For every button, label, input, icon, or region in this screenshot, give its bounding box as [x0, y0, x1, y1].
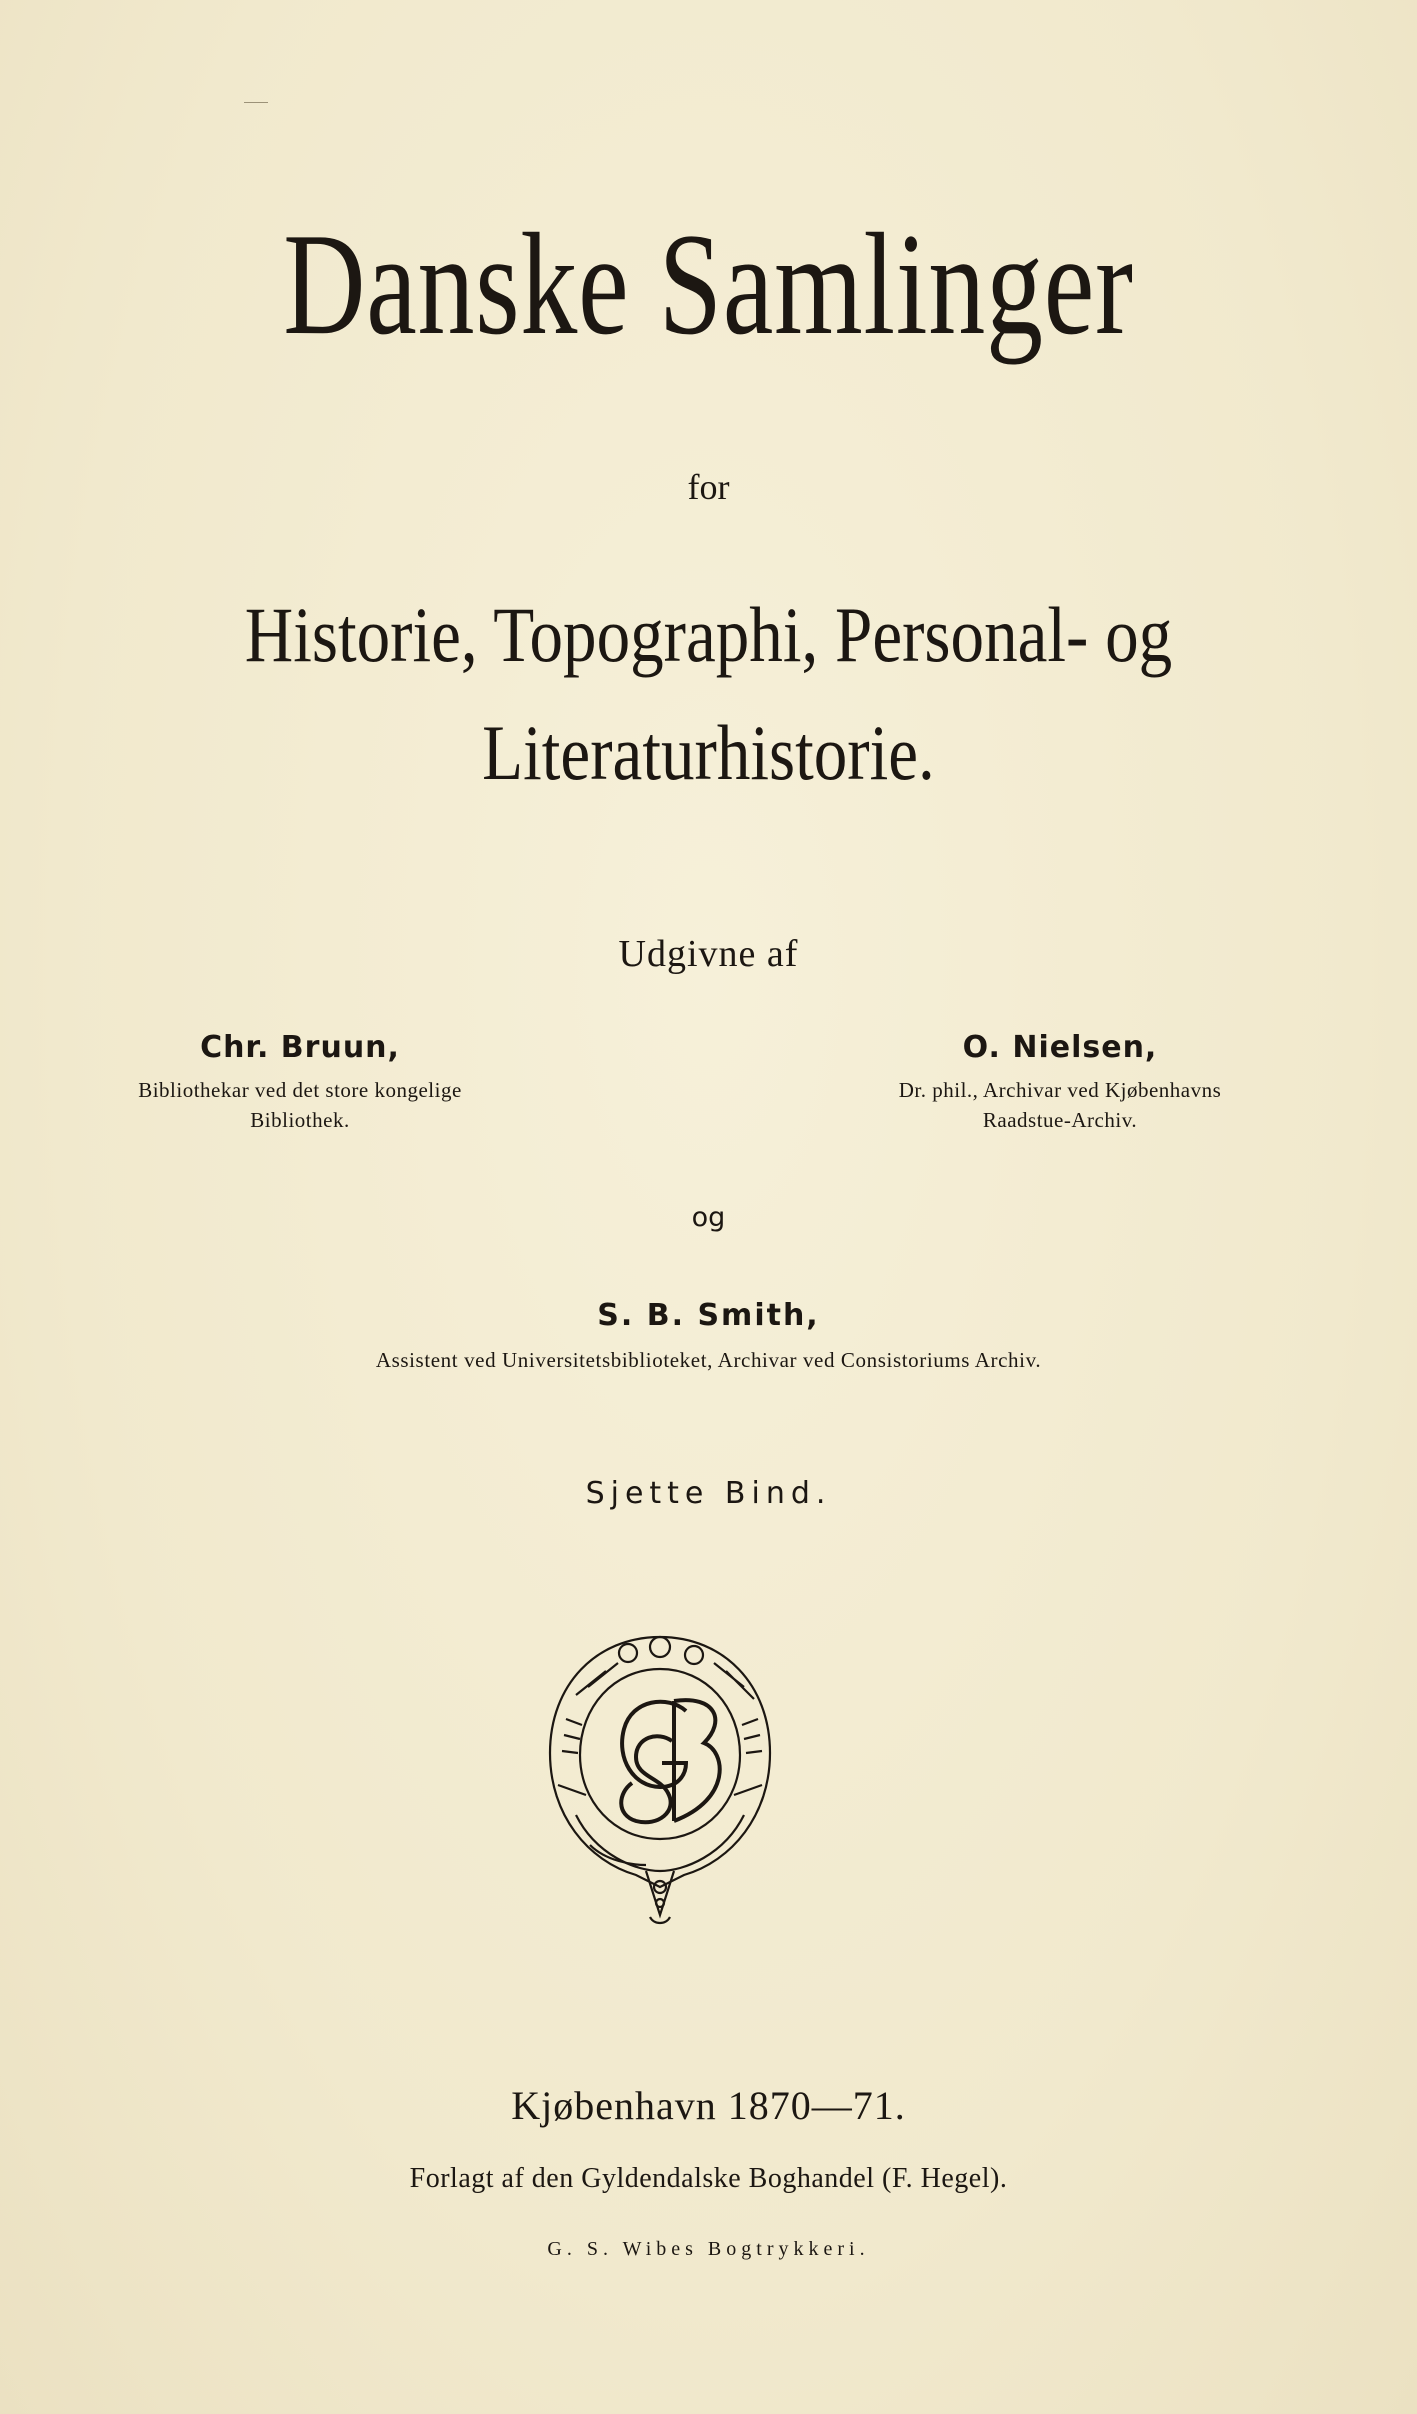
editor-title-line-2: Bibliothek. [250, 1108, 350, 1132]
editor-name: O. Nielsen, [962, 1030, 1158, 1065]
stray-mark [244, 102, 268, 103]
editor-name: Chr. Bruun, [200, 1030, 400, 1065]
subtitle-line-1: Historie, Topographi, Personal- og [244, 591, 1173, 678]
editor-smith-name: S. B. Smith, [597, 1298, 820, 1333]
publisher-monogram-emblem-icon [536, 1625, 784, 1931]
printer-line: G. S. Wibes Bogtrykkeri. [547, 2238, 870, 2260]
editor-nielsen [780, 1030, 1340, 1135]
editor-smith-title: Assistent ved Universitetsbiblioteket, Archivar ved Consistoriums Archiv. [375, 1348, 1042, 1372]
editor-bruun [60, 1030, 540, 1135]
for-text: for [687, 467, 730, 507]
book-title: Danske Samlinger [283, 203, 1134, 365]
and-text: og [691, 1202, 726, 1233]
volume-label: Sjette Bind. [585, 1476, 832, 1511]
place-and-date: Kjøbenhavn 1870—71. [511, 2083, 906, 2128]
editor-title-line-2: Raadstue-Archiv. [982, 1108, 1138, 1132]
subtitle-line-2: Literaturhistorie. [482, 709, 935, 796]
publisher-line: Forlagt af den Gyldendalske Boghandel (F. Hegel). [409, 2163, 1008, 2194]
edited-by-label: Udgivne af [618, 933, 799, 975]
editor-title-line-1: Bibliothekar ved det store kongelige [138, 1078, 462, 1102]
editor-title-line-1: Dr. phil., Archivar ved Kjøbenhavns [898, 1078, 1222, 1102]
